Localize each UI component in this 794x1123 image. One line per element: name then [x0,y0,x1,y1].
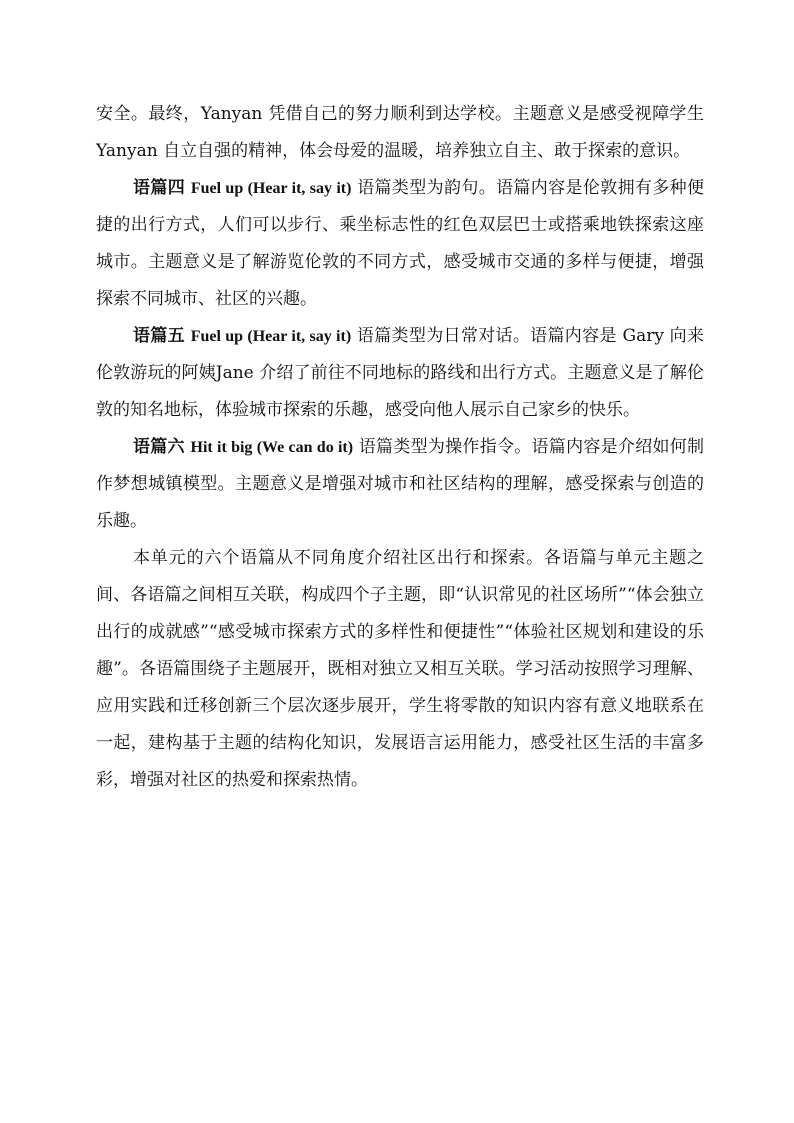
text-heading: 语篇四 [133,178,186,198]
paragraph-summary [96,540,704,799]
paragraph-body: 语篇类型为操作指令。语篇内容是介绍如何制作梦想城镇模型。主题意义是增强对城市和社区结构的理解，感受探索与创造的乐趣。 [96,437,705,531]
paragraph-1 [96,96,704,170]
text-heading-title: Fuel up (Hear it, say it) [190,328,352,345]
text-heading: 语篇五 [133,326,185,346]
paragraph-text-6 [96,429,704,540]
document-body [96,96,704,799]
text-heading-title: Hit it big (We can do it) [190,439,354,456]
text-heading-title: Fuel up (Hear it, say it) [190,180,352,197]
paragraph-body: 本单元的六个语篇从不同角度介绍社区出行和探索。各语篇与单元主题之间、各语篇之间相互关联，构成四个子主题，即“认识常见的社区场所”“体会独立出行的成就感”“感受城市探索方式的多样性和便捷性”“体验社区规划和建设的乐趣”。各语篇围绕子主题展开，既相对独立又相互关联。学习活动按照学习理解、应用实践和迁移创新三个层次逐步展开，学生将零散的知识内容有意义地联系在一起，建构基于主题的结构化知识，发展语言运用能力，感受社区生活的丰富多彩，增强对社区的热爱和探索热情。 [96,548,704,790]
paragraph-text-5 [96,318,704,429]
paragraph-body: 语篇类型为韵句。语篇内容是伦敦拥有多种便捷的出行方式，人们可以步行、乘坐标志性的红色双层巴士或搭乘地铁探索这座城市。主题意义是了解游览伦敦的不同方式，感受城市交通的多样与便捷，增强探索不同城市、社区的兴趣。 [96,178,704,309]
paragraph-text-4 [96,170,704,318]
paragraph-body: 安全。最终，Yanyan 凭借自己的努力顺利到达学校。主题意义是感受视障学生 Yanyan 自立自强的精神，体会母爱的温暖，培养独立自主、敢于探索的意识。 [96,104,704,161]
paragraph-body: 语篇类型为日常对话。语篇内容是 Gary 向来伦敦游玩的阿姨Jane 介绍了前往不同地标的路线和出行方式。主题意义是了解伦敦的知名地标，体验城市探索的乐趣，感受向他人展示自己家乡的快乐。 [96,326,704,420]
text-heading: 语篇六 [133,437,185,457]
